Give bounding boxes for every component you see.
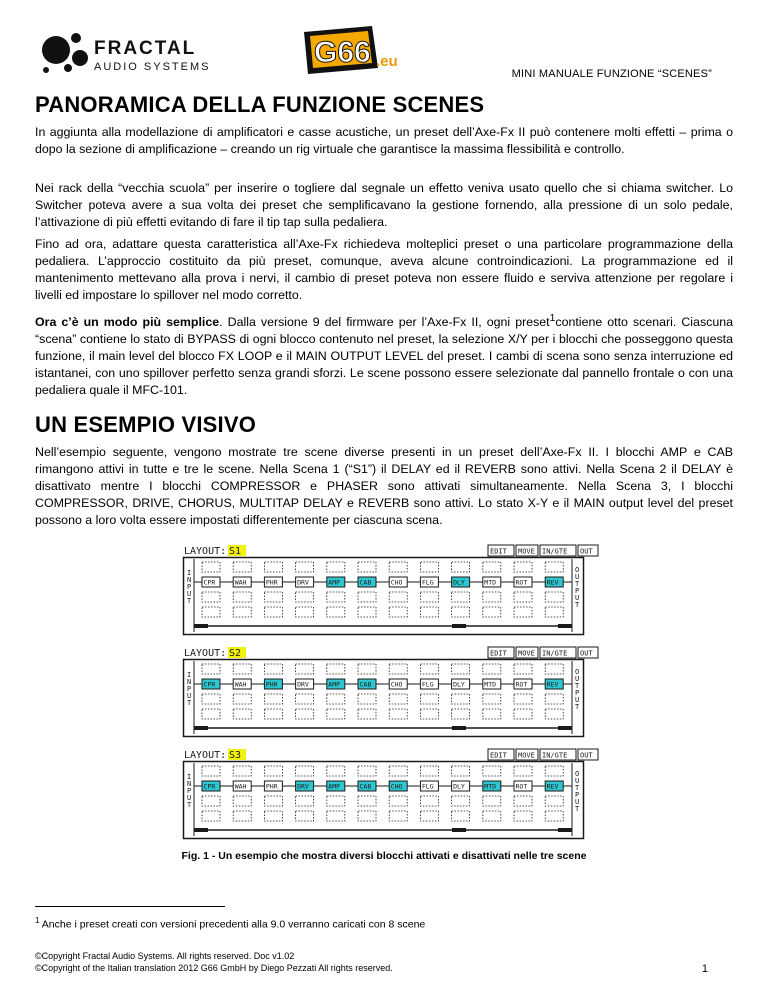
empty-slot: [389, 796, 407, 806]
footnote: [35, 916, 425, 931]
empty-slot: [202, 664, 220, 674]
scrollbar-thumb-left: [194, 726, 208, 730]
block-label: ROT: [515, 782, 528, 791]
logo-g66-text: G66: [314, 36, 371, 69]
empty-slot: [483, 796, 501, 806]
logo-g66-suffix: .eu: [376, 53, 398, 70]
empty-slot: [452, 811, 470, 821]
logo-audio-systems: AUDIO SYSTEMS: [94, 61, 211, 73]
empty-slot: [233, 607, 251, 617]
scene-name: S2: [229, 648, 242, 659]
block-label: CHO: [390, 680, 403, 689]
fractal-logo-mark-icon: [36, 30, 226, 76]
empty-slot: [358, 607, 376, 617]
empty-slot: [514, 664, 532, 674]
footnote-text: Anche i preset creati con versioni precedenti alla 9.0 verranno caricati con 8 scene: [39, 918, 426, 931]
section-heading-visual-example: UN ESEMPIO VISIVO: [35, 412, 257, 437]
empty-slot: [202, 796, 220, 806]
empty-slot: [202, 766, 220, 776]
empty-slot: [264, 562, 282, 572]
output-letter: U: [575, 696, 580, 704]
block-label: CPR: [203, 578, 216, 587]
paragraph-switcher: Nei rack della “vecchia scuola” per inserire o togliere dal segnale un effetto veniva usato quello che si chiama switcher. Lo Switcher poteva avere a sua volta dei preset che semplificavano la gestione fornendo, alla pressione di un solo pedale, l’attivazione di più effetti evitando di fare il tip tap sulla pedaliera.: [35, 181, 733, 229]
output-letter: U: [575, 573, 580, 581]
empty-slot: [233, 766, 251, 776]
empty-slot: [327, 796, 345, 806]
output-letter: P: [575, 791, 580, 799]
paragraph-scenes-bold: Ora c’è un modo più semplice: [35, 315, 220, 330]
scene-panel-3: [182, 748, 593, 842]
empty-slot: [389, 766, 407, 776]
output-letter: O: [575, 770, 580, 778]
block-label: REV: [546, 782, 559, 791]
block-label: AMP: [328, 782, 341, 791]
input-letter: I: [187, 671, 192, 679]
empty-slot: [452, 766, 470, 776]
block-label: DLY: [453, 578, 465, 587]
empty-slot: [264, 709, 282, 719]
empty-slot: [514, 709, 532, 719]
empty-slot: [514, 592, 532, 602]
output-letter: T: [575, 703, 580, 711]
empty-slot: [483, 592, 501, 602]
scene-name: S1: [229, 546, 242, 557]
copyright-block: [35, 950, 393, 974]
page-number: 1: [701, 963, 708, 975]
empty-slot: [327, 607, 345, 617]
empty-slot: [296, 664, 314, 674]
block-label: REV: [546, 578, 559, 587]
scrollbar-thumb-mid: [452, 726, 466, 730]
figure-caption: Fig. 1 - Un esempio che mostra diversi blocchi attivati e disattivati nelle tre scene: [181, 850, 587, 862]
empty-slot: [420, 796, 438, 806]
input-letter: I: [187, 569, 192, 577]
footnote-separator: [35, 906, 225, 907]
scene-panel-1: [182, 544, 593, 638]
empty-slot: [514, 766, 532, 776]
empty-slot: [327, 592, 345, 602]
block-label: ROT: [515, 680, 528, 689]
empty-slot: [233, 592, 251, 602]
empty-slot: [514, 562, 532, 572]
empty-slot: [389, 562, 407, 572]
empty-slot: [327, 664, 345, 674]
input-letter: N: [187, 576, 192, 584]
empty-slot: [233, 811, 251, 821]
scrollbar-thumb-mid: [452, 624, 466, 628]
empty-slot: [420, 694, 438, 704]
paragraph-scenes-b: contiene otto scenari. Ciascuna “scena” contiene lo stato di BYPASS di ogni blocco contenuto nel preset, la selezione X/Y per i blocchi che posseggono questa funzione, il main level del blocco FX LOOP e il MAIN OUTPUT LEVEL del preset. I cambi di scena sono senza interruzione ed istantanei, con uno spillover perfetto senza grandi sforzi. Le scene possono essere selezionate dal pannello frontale o con una pedaliera quale il MFC-101.: [35, 315, 734, 398]
block-label: DRV: [297, 680, 309, 689]
output-letter: U: [575, 675, 580, 683]
empty-slot: [545, 811, 563, 821]
empty-slot: [264, 607, 282, 617]
tab-label: IN/GTE: [542, 649, 568, 658]
empty-slot: [202, 709, 220, 719]
empty-slot: [420, 607, 438, 617]
scrollbar-thumb-right: [558, 828, 572, 832]
empty-slot: [202, 811, 220, 821]
block-label: ROT: [515, 578, 528, 587]
empty-slot: [233, 694, 251, 704]
empty-slot: [358, 694, 376, 704]
empty-slot: [327, 694, 345, 704]
empty-slot: [452, 796, 470, 806]
block-label: MTD: [484, 578, 497, 587]
empty-slot: [545, 709, 563, 719]
empty-slot: [452, 592, 470, 602]
empty-slot: [202, 592, 220, 602]
document-title: MINI MANUALE FUNZIONE “SCENES”: [511, 68, 712, 80]
empty-slot: [389, 664, 407, 674]
tab-label: IN/GTE: [542, 547, 568, 556]
empty-slot: [420, 562, 438, 572]
empty-slot: [358, 562, 376, 572]
block-label: WAH: [234, 680, 247, 689]
layout-label: LAYOUT:: [184, 648, 227, 659]
g66-logo: [300, 22, 410, 78]
empty-slot: [264, 592, 282, 602]
empty-slot: [420, 766, 438, 776]
output-letter: P: [575, 587, 580, 595]
empty-slot: [420, 664, 438, 674]
empty-slot: [389, 592, 407, 602]
block-label: AMP: [328, 578, 341, 587]
empty-slot: [420, 592, 438, 602]
block-label: PHR: [265, 680, 278, 689]
tab-label: OUT: [580, 751, 593, 760]
output-letter: T: [575, 805, 580, 813]
block-label: CHO: [390, 578, 403, 587]
block-label: REV: [546, 680, 559, 689]
empty-slot: [358, 664, 376, 674]
output-letter: U: [575, 777, 580, 785]
tab-label: OUT: [580, 649, 593, 658]
scene-panel-2: [182, 646, 593, 740]
empty-slot: [233, 562, 251, 572]
layout-label: LAYOUT:: [184, 546, 227, 557]
empty-slot: [420, 709, 438, 719]
empty-slot: [545, 592, 563, 602]
empty-slot: [264, 766, 282, 776]
input-letter: U: [187, 692, 192, 700]
scene-layout-figure: [182, 544, 593, 850]
tab-label: MOVE: [518, 547, 535, 556]
empty-slot: [545, 766, 563, 776]
paragraph-scenes-a: . Dalla versione 9 del firmware per l’Axe-Fx II, ogni preset: [219, 315, 550, 330]
block-label: WAH: [234, 782, 247, 791]
tab-label: OUT: [580, 547, 593, 556]
scrollbar-thumb-right: [558, 624, 572, 628]
empty-slot: [545, 562, 563, 572]
empty-slot: [483, 811, 501, 821]
scrollbar-thumb-left: [194, 828, 208, 832]
empty-slot: [358, 766, 376, 776]
empty-slot: [389, 607, 407, 617]
tab-label: EDIT: [490, 751, 507, 760]
tab-label: EDIT: [490, 649, 507, 658]
input-letter: T: [187, 597, 192, 605]
scene-layout-svg: [182, 646, 593, 740]
block-label: FLG: [421, 782, 434, 791]
paragraph-example: Nell’esempio seguente, vengono mostrate tre scene diverse presenti in un preset dell’Axe-Fx II. I blocchi AMP e CAB rimangono attivi in tutte e tre le scene. Nella Scena 1 (“S1”) il DELAY ed il REVERB sono attivi. Nella Scena 2 il DELAY è disattivato mentre I blocchi COMPRESSOR e PHASER sono attivati simultaneamente. Nella Scena 3, I blocchi COMPRESSOR, DRIVE, CHORUS, MULTITAP DELAY e REVERB sono attivi. Lo stato X-Y e il MAIN output level del preset possono a loro volta essere impostati differentemente per ciascuna scena.: [35, 445, 733, 527]
empty-slot: [514, 694, 532, 704]
empty-slot: [545, 796, 563, 806]
tab-label: IN/GTE: [542, 751, 568, 760]
empty-slot: [202, 607, 220, 617]
empty-slot: [296, 694, 314, 704]
empty-slot: [545, 694, 563, 704]
empty-slot: [358, 796, 376, 806]
empty-slot: [483, 709, 501, 719]
input-letter: I: [187, 773, 192, 781]
input-letter: P: [187, 583, 192, 591]
block-label: DLY: [453, 782, 465, 791]
input-letter: U: [187, 794, 192, 802]
scene-layout-svg: [182, 748, 593, 842]
output-letter: T: [575, 784, 580, 792]
empty-slot: [327, 811, 345, 821]
empty-slot: [233, 664, 251, 674]
input-letter: N: [187, 780, 192, 788]
empty-slot: [452, 709, 470, 719]
output-letter: U: [575, 594, 580, 602]
empty-slot: [296, 811, 314, 821]
empty-slot: [389, 811, 407, 821]
empty-slot: [296, 592, 314, 602]
block-label: DRV: [297, 782, 309, 791]
empty-slot: [452, 562, 470, 572]
empty-slot: [358, 811, 376, 821]
block-label: DRV: [297, 578, 309, 587]
output-letter: T: [575, 682, 580, 690]
section-heading-overview: PANORAMICA DELLA FUNZIONE SCENES: [35, 92, 485, 117]
empty-slot: [264, 664, 282, 674]
footnote-number: 1: [35, 916, 40, 925]
empty-slot: [483, 694, 501, 704]
tab-label: EDIT: [490, 547, 507, 556]
block-label: CHO: [390, 782, 403, 791]
block-label: MTD: [484, 680, 497, 689]
empty-slot: [296, 562, 314, 572]
empty-slot: [483, 607, 501, 617]
empty-slot: [452, 664, 470, 674]
block-label: CPR: [203, 680, 216, 689]
empty-slot: [327, 766, 345, 776]
empty-slot: [233, 796, 251, 806]
empty-slot: [358, 709, 376, 719]
copyright-line-1: ©Copyright Fractal Audio Systems. All rights reserved. Doc v1.02: [35, 951, 295, 961]
block-label: CPR: [203, 782, 216, 791]
empty-slot: [514, 796, 532, 806]
empty-slot: [327, 562, 345, 572]
empty-slot: [545, 607, 563, 617]
empty-slot: [264, 811, 282, 821]
empty-slot: [389, 694, 407, 704]
block-label: PHR: [265, 578, 278, 587]
output-letter: U: [575, 798, 580, 806]
block-label: FLG: [421, 680, 434, 689]
scrollbar-thumb-right: [558, 726, 572, 730]
input-letter: P: [187, 787, 192, 795]
scene-name: S3: [229, 750, 242, 761]
block-label: AMP: [328, 680, 341, 689]
empty-slot: [264, 796, 282, 806]
footnote-ref: 1: [549, 313, 556, 324]
empty-slot: [545, 664, 563, 674]
block-label: CAB: [359, 782, 372, 791]
logo-fractal-word: FRACTAL: [94, 38, 197, 59]
block-label: PHR: [265, 782, 278, 791]
copyright-line-2: ©Copyright of the Italian translation 2012 G66 GmbH by Diego Pezzati All rights reserved.: [35, 963, 393, 973]
empty-slot: [264, 694, 282, 704]
scrollbar-thumb-left: [194, 624, 208, 628]
empty-slot: [483, 664, 501, 674]
empty-slot: [452, 694, 470, 704]
input-letter: T: [187, 801, 192, 809]
empty-slot: [358, 592, 376, 602]
empty-slot: [514, 811, 532, 821]
empty-slot: [420, 811, 438, 821]
empty-slot: [296, 766, 314, 776]
input-letter: T: [187, 699, 192, 707]
empty-slot: [296, 796, 314, 806]
paragraph-presets: Fino ad ora, adattare questa caratteristica all’Axe-Fx richiedeva molteplici preset o una particolare programmazione della pedaliera. L’approccio costituito da più preset, comunque, aveva alcune controindicazioni. La programmazione ed il mantenimento mettevano alla prova i nervi, il cambio di preset poteva non essere fluido e serviva attenzione per regolare i livelli ed impostare lo spillover nel modo corretto.: [35, 237, 733, 302]
input-letter: N: [187, 678, 192, 686]
layout-label: LAYOUT:: [184, 750, 227, 761]
block-label: MTD: [484, 782, 497, 791]
scrollbar-thumb-mid: [452, 828, 466, 832]
block-label: WAH: [234, 578, 247, 587]
input-letter: P: [187, 685, 192, 693]
output-letter: O: [575, 566, 580, 574]
block-label: CAB: [359, 680, 372, 689]
input-letter: U: [187, 590, 192, 598]
empty-slot: [452, 607, 470, 617]
output-letter: O: [575, 668, 580, 676]
block-label: DLY: [453, 680, 465, 689]
empty-slot: [202, 562, 220, 572]
empty-slot: [296, 709, 314, 719]
empty-slot: [296, 607, 314, 617]
empty-slot: [327, 709, 345, 719]
empty-slot: [389, 709, 407, 719]
empty-slot: [483, 562, 501, 572]
output-letter: T: [575, 601, 580, 609]
paragraph-intro: In aggiunta alla modellazione di amplificatori e casse acustiche, un preset dell’Axe-Fx II può contenere molti effetti – prima o dopo la sezione di amplificazione – creando un rig virtuale che garantisce la massima flessibilità e controllo.: [35, 125, 733, 156]
tab-label: MOVE: [518, 751, 535, 760]
tab-label: MOVE: [518, 649, 535, 658]
fractal-audio-logo: [36, 30, 226, 76]
output-letter: T: [575, 580, 580, 588]
block-label: CAB: [359, 578, 372, 587]
empty-slot: [514, 607, 532, 617]
paragraph-scenes: [35, 310, 733, 399]
empty-slot: [233, 709, 251, 719]
scene-layout-svg: [182, 544, 593, 638]
empty-slot: [483, 766, 501, 776]
empty-slot: [202, 694, 220, 704]
block-label: FLG: [421, 578, 434, 587]
output-letter: P: [575, 689, 580, 697]
